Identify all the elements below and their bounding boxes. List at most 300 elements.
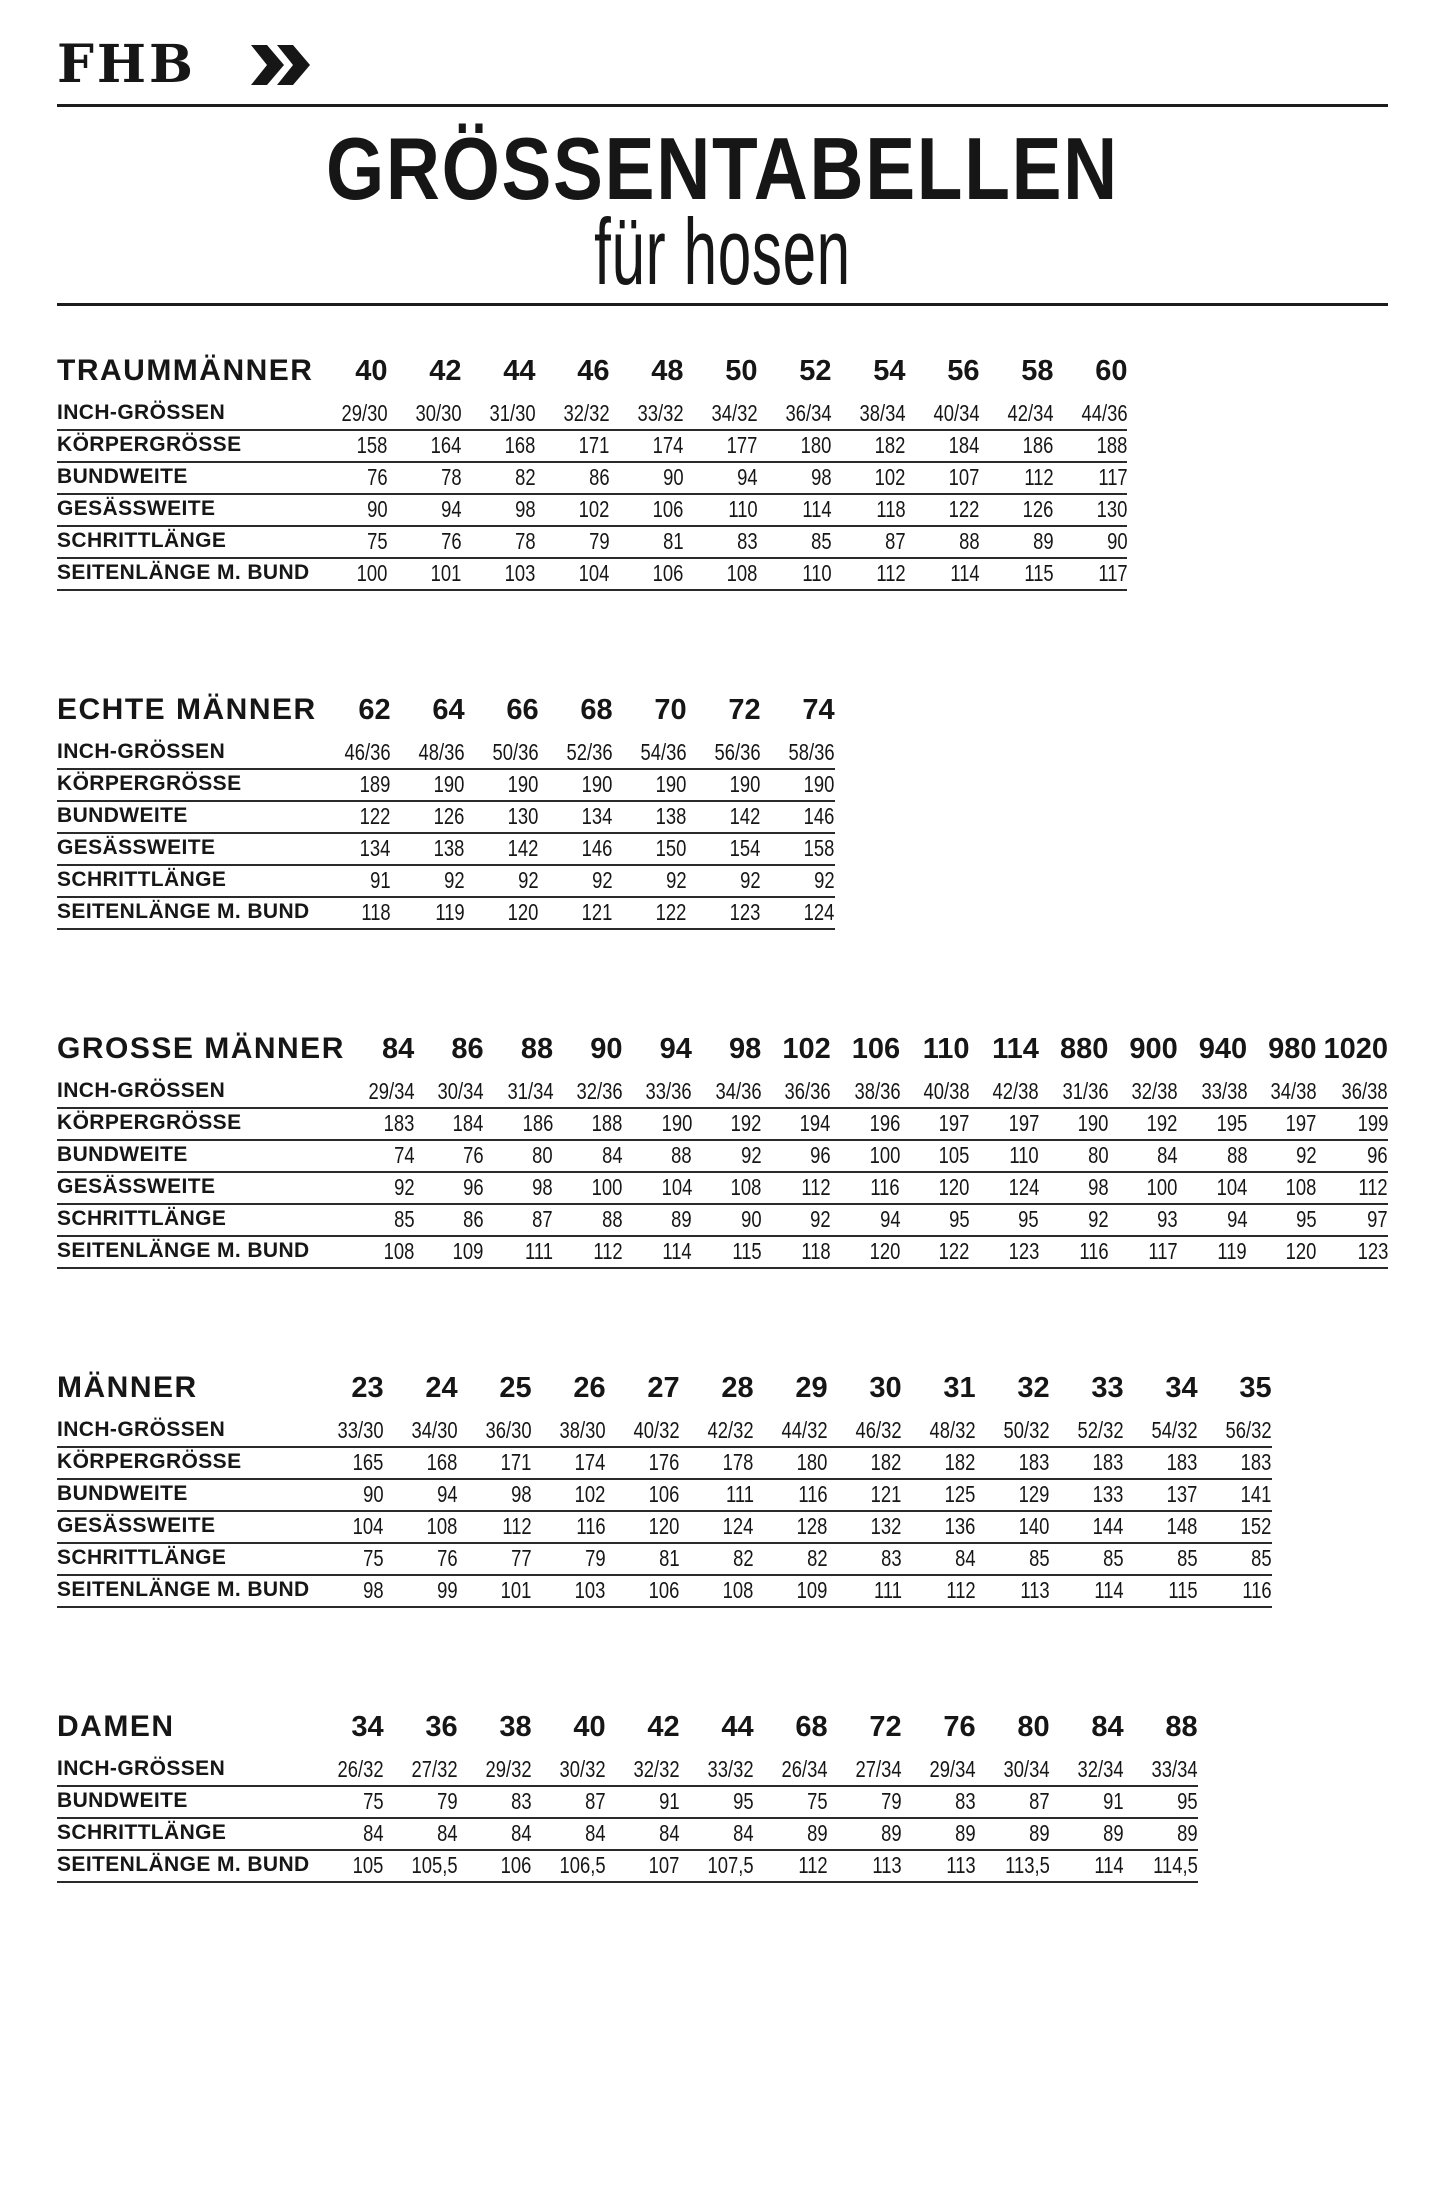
value-text: 27/34: [855, 1756, 902, 1783]
measurement-row: [57, 526, 1127, 558]
value-text: 84: [733, 1820, 754, 1847]
measurement-value: [1108, 1204, 1177, 1236]
value-text: 89: [1033, 528, 1054, 555]
value-text: 114: [662, 1238, 692, 1265]
measurement-value: [310, 1818, 384, 1850]
measurement-value: [902, 1575, 976, 1607]
value-text: 116: [1242, 1577, 1272, 1604]
value-text: 30/30: [415, 400, 462, 427]
value-text: 174: [652, 432, 684, 459]
measurement-value: [692, 1140, 761, 1172]
measurement-value: [976, 1575, 1050, 1607]
measurement-value: [1053, 558, 1127, 590]
value-text: 108: [730, 1174, 762, 1201]
value-text: 89: [955, 1820, 976, 1847]
value-text: 171: [500, 1449, 532, 1476]
value-text: 92: [592, 867, 613, 894]
measurement-value: [606, 1511, 680, 1543]
value-text: 107: [648, 1852, 680, 1879]
value-text: 189: [359, 771, 391, 798]
value-text: 89: [807, 1820, 828, 1847]
measurement-value: [979, 399, 1053, 430]
measurement-value: [1124, 1786, 1198, 1818]
size-column-header: 88: [520, 1033, 554, 1066]
measurement-label: BUNDWEITE: [57, 462, 313, 494]
measurement-value: [905, 462, 979, 494]
size-column-header: 46: [577, 355, 610, 388]
measurement-value: [1124, 1511, 1198, 1543]
value-text: 111: [725, 1481, 754, 1508]
measurement-value: [384, 1543, 458, 1575]
value-text: 98: [363, 1577, 384, 1604]
measurement-value: [831, 1077, 900, 1108]
measurement-value: [384, 1511, 458, 1543]
measurement-value: [976, 1543, 1050, 1575]
page-title-text: GRÖSSENTABELLEN: [326, 119, 1119, 218]
value-text: 112: [1358, 1174, 1388, 1201]
value-text: 95: [733, 1788, 754, 1815]
value-text: 117: [1148, 1238, 1178, 1265]
value-text: 116: [798, 1481, 828, 1508]
measurement-row: [57, 1786, 1198, 1818]
measurement-row: [57, 1543, 1272, 1575]
value-text: 74: [393, 1142, 415, 1169]
measurement-row: [57, 1447, 1272, 1479]
value-text: 182: [870, 1449, 902, 1476]
measurement-value: [484, 1108, 553, 1140]
measurement-label: GESÄSSWEITE: [57, 494, 313, 526]
value-text: 174: [574, 1449, 606, 1476]
measurement-value: [310, 1511, 384, 1543]
value-text: 126: [1022, 496, 1054, 523]
value-text: 183: [1240, 1449, 1272, 1476]
value-text: 186: [1022, 432, 1054, 459]
measurement-value: [606, 1755, 680, 1786]
value-text: 98: [515, 496, 536, 523]
measurement-label: GESÄSSWEITE: [57, 833, 317, 865]
measurement-value: [828, 1416, 902, 1447]
value-text: 115: [1024, 560, 1054, 587]
measurement-value: [979, 494, 1053, 526]
size-column-header: 60: [1095, 355, 1128, 388]
value-text: 33/34: [1151, 1756, 1198, 1783]
measurement-value: [761, 833, 835, 865]
measurement-value: [761, 1140, 830, 1172]
value-text: 106: [652, 496, 684, 523]
measurement-label: BUNDWEITE: [57, 801, 317, 833]
measurement-label: KÖRPERGRÖSSE: [57, 430, 313, 462]
size-column-header: 94: [659, 1033, 692, 1066]
measurement-value: [606, 1850, 680, 1882]
measurement-value: [683, 526, 757, 558]
measurement-value: [754, 1575, 828, 1607]
value-text: 116: [870, 1174, 901, 1201]
measurement-value: [976, 1447, 1050, 1479]
value-text: 36/34: [785, 400, 832, 427]
measurement-value: [539, 769, 613, 801]
measurement-value: [902, 1479, 976, 1511]
measurement-value: [979, 462, 1053, 494]
measurement-value: [1198, 1575, 1272, 1607]
measurement-value: [458, 1818, 532, 1850]
value-text: 78: [441, 464, 462, 491]
value-text: 104: [578, 560, 610, 587]
value-text: 44/36: [1081, 400, 1128, 427]
table-title: GROSSE MÄNNER: [57, 1032, 345, 1066]
value-text: 95: [949, 1206, 970, 1233]
measurement-value: [900, 1108, 969, 1140]
top-divider: [57, 104, 1388, 107]
value-text: 78: [515, 528, 536, 555]
value-text: 194: [800, 1110, 831, 1137]
size-column-header: 40: [573, 1711, 606, 1744]
measurement-value: [1039, 1140, 1108, 1172]
value-text: 46/36: [344, 739, 391, 766]
value-text: 146: [581, 835, 613, 862]
value-text: 100: [356, 560, 388, 587]
measurement-value: [1247, 1140, 1316, 1172]
measurement-value: [465, 897, 539, 929]
measurement-value: [613, 897, 687, 929]
value-text: 190: [581, 771, 613, 798]
size-column-header: 72: [728, 694, 761, 727]
measurement-value: [391, 833, 465, 865]
value-text: 190: [1077, 1110, 1109, 1137]
measurement-value: [754, 1543, 828, 1575]
value-text: 122: [359, 803, 391, 830]
value-text: 87: [532, 1206, 554, 1233]
fhb-logo-text: FHB: [57, 34, 196, 95]
value-text: 82: [515, 464, 536, 491]
measurement-value: [532, 1416, 606, 1447]
value-text: 84: [602, 1142, 623, 1169]
value-text: 192: [730, 1110, 762, 1137]
measurement-value: [532, 1575, 606, 1607]
measurement-value: [976, 1511, 1050, 1543]
measurement-value: [905, 430, 979, 462]
value-text: 190: [433, 771, 465, 798]
measurement-value: [1124, 1818, 1198, 1850]
value-text: 112: [876, 560, 906, 587]
value-text: 96: [463, 1174, 484, 1201]
size-table-damen: [57, 1712, 1198, 1883]
measurement-value: [1053, 399, 1127, 430]
value-text: 184: [948, 432, 980, 459]
measurement-value: [539, 897, 613, 929]
measurement-value: [680, 1447, 754, 1479]
measurement-value: [535, 462, 609, 494]
value-text: 84: [585, 1820, 606, 1847]
value-text: 122: [938, 1238, 970, 1265]
value-text: 92: [518, 867, 539, 894]
measurement-value: [606, 1447, 680, 1479]
measurement-value: [902, 1850, 976, 1882]
measurement-row: [57, 1108, 1388, 1140]
measurement-value: [1108, 1077, 1177, 1108]
value-text: 121: [870, 1481, 902, 1508]
value-text: 94: [437, 1481, 458, 1508]
value-text: 118: [361, 899, 391, 926]
measurement-value: [687, 769, 761, 801]
value-text: 105: [352, 1852, 384, 1879]
value-text: 26/34: [781, 1756, 828, 1783]
measurement-value: [902, 1755, 976, 1786]
value-text: 85: [393, 1206, 415, 1233]
value-text: 119: [435, 899, 465, 926]
measurement-value: [317, 769, 391, 801]
page-subtitle: [57, 199, 1388, 304]
measurement-value: [692, 1236, 761, 1268]
measurement-value: [465, 769, 539, 801]
value-text: 114: [802, 496, 832, 523]
measurement-value: [1050, 1416, 1124, 1447]
value-text: 104: [661, 1174, 692, 1201]
value-text: 91: [659, 1788, 680, 1815]
measurement-value: [465, 738, 539, 769]
value-text: 120: [869, 1238, 901, 1265]
value-text: 90: [1107, 528, 1128, 555]
value-text: 142: [729, 803, 761, 830]
measurement-value: [902, 1511, 976, 1543]
value-text: 177: [726, 432, 758, 459]
size-column-header: 44: [721, 1711, 754, 1744]
measurement-value: [461, 558, 535, 590]
measurement-value: [391, 738, 465, 769]
value-text: 138: [433, 835, 465, 862]
measurement-value: [680, 1755, 754, 1786]
measurement-label: SCHRITTLÄNGE: [57, 526, 313, 558]
measurement-value: [345, 1204, 414, 1236]
value-text: 29/32: [485, 1756, 532, 1783]
value-text: 168: [504, 432, 536, 459]
measurement-value: [683, 462, 757, 494]
measurement-value: [539, 865, 613, 897]
value-text: 183: [1166, 1449, 1198, 1476]
value-text: 97: [1367, 1206, 1388, 1233]
value-text: 95: [1177, 1788, 1198, 1815]
measurement-value: [606, 1786, 680, 1818]
measurement-value: [532, 1479, 606, 1511]
value-text: 106,5: [559, 1852, 606, 1879]
measurement-value: [313, 494, 387, 526]
size-column-header: 80: [1017, 1711, 1050, 1744]
measurement-value: [831, 558, 905, 590]
measurement-value: [1039, 1204, 1108, 1236]
value-text: 141: [1240, 1481, 1272, 1508]
measurement-value: [1039, 1236, 1108, 1268]
value-text: 110: [802, 560, 832, 587]
table-title: ECHTE MÄNNER: [57, 693, 317, 727]
measurement-value: [831, 1140, 900, 1172]
measurement-value: [345, 1077, 414, 1108]
value-text: 111: [525, 1238, 554, 1265]
value-text: 178: [722, 1449, 754, 1476]
measurement-label: GESÄSSWEITE: [57, 1511, 310, 1543]
measurement-value: [683, 494, 757, 526]
size-column-header: 28: [721, 1372, 754, 1405]
value-text: 85: [1029, 1545, 1050, 1572]
size-table-grosse-manner: [57, 1034, 1388, 1269]
value-text: 106: [648, 1481, 680, 1508]
value-text: 92: [393, 1174, 415, 1201]
value-text: 113,5: [1004, 1852, 1050, 1879]
measurement-value: [1050, 1575, 1124, 1607]
measurement-value: [310, 1755, 384, 1786]
value-text: 32/32: [633, 1756, 680, 1783]
value-text: 192: [1147, 1110, 1178, 1137]
measurement-value: [461, 430, 535, 462]
size-column-header: 24: [425, 1372, 458, 1405]
measurement-value: [387, 399, 461, 430]
size-column-header: 106: [851, 1033, 901, 1066]
measurement-value: [979, 526, 1053, 558]
value-text: 54/32: [1151, 1417, 1198, 1444]
measurement-row: [57, 1236, 1388, 1268]
measurement-value: [532, 1447, 606, 1479]
size-column-header: 34: [351, 1711, 384, 1744]
measurement-value: [1108, 1140, 1177, 1172]
table-header-row: [57, 695, 835, 738]
measurement-value: [900, 1140, 969, 1172]
size-chart-page: [0, 34, 1445, 1883]
size-column-header: 940: [1198, 1033, 1248, 1066]
measurement-value: [1050, 1850, 1124, 1882]
size-column-header: 68: [795, 1711, 828, 1744]
measurement-value: [384, 1416, 458, 1447]
measurement-value: [391, 769, 465, 801]
value-text: 122: [655, 899, 687, 926]
measurement-value: [757, 399, 831, 430]
measurement-value: [458, 1575, 532, 1607]
measurement-value: [1050, 1755, 1124, 1786]
measurement-value: [1317, 1077, 1388, 1108]
measurement-label: KÖRPERGRÖSSE: [57, 1447, 310, 1479]
measurement-value: [606, 1479, 680, 1511]
measurement-value: [1108, 1172, 1177, 1204]
value-text: 120: [1285, 1238, 1317, 1265]
measurement-label: SEITENLÄNGE M. BUND: [57, 1236, 345, 1268]
value-text: 140: [1018, 1513, 1050, 1540]
value-text: 84: [437, 1820, 458, 1847]
measurement-value: [683, 430, 757, 462]
value-text: 150: [655, 835, 687, 862]
table-header-row: [57, 1712, 1198, 1755]
measurement-value: [609, 430, 683, 462]
size-column-header: 25: [499, 1372, 532, 1405]
measurement-value: [1178, 1236, 1247, 1268]
value-text: 195: [1216, 1110, 1248, 1137]
value-text: 190: [655, 771, 687, 798]
value-text: 98: [532, 1174, 554, 1201]
measurement-value: [313, 526, 387, 558]
measurement-value: [622, 1140, 691, 1172]
size-column-header: 980: [1268, 1033, 1317, 1066]
measurement-value: [761, 1108, 830, 1140]
measurement-value: [828, 1755, 902, 1786]
measurement-value: [1108, 1236, 1177, 1268]
size-table-echte-manner: [57, 695, 835, 930]
measurement-value: [680, 1543, 754, 1575]
value-text: 188: [591, 1110, 623, 1137]
value-text: 112: [1024, 464, 1054, 491]
size-column-header: 32: [1017, 1372, 1050, 1405]
measurement-value: [1050, 1543, 1124, 1575]
value-text: 75: [807, 1788, 828, 1815]
measurement-value: [828, 1818, 902, 1850]
value-text: 197: [1285, 1110, 1317, 1137]
measurement-label: INCH-GRÖSSEN: [57, 1077, 345, 1108]
size-column-header: 102: [782, 1033, 831, 1066]
value-text: 158: [803, 835, 835, 862]
value-text: 123: [729, 899, 761, 926]
measurement-value: [1050, 1511, 1124, 1543]
value-text: 118: [801, 1238, 831, 1265]
size-column-header: 880: [1059, 1033, 1109, 1066]
measurement-value: [1050, 1786, 1124, 1818]
measurement-value: [553, 1204, 622, 1236]
measurement-value: [532, 1543, 606, 1575]
value-text: 26/32: [337, 1756, 384, 1783]
value-text: 48/32: [929, 1417, 976, 1444]
measurement-value: [761, 1077, 830, 1108]
size-column-header: 66: [506, 694, 539, 727]
measurement-value: [1124, 1447, 1198, 1479]
measurement-value: [905, 558, 979, 590]
size-column-header: 48: [651, 355, 684, 388]
value-text: 130: [507, 803, 539, 830]
value-text: 84: [363, 1820, 384, 1847]
measurement-value: [414, 1204, 483, 1236]
size-column-header: 70: [654, 694, 687, 727]
measurement-value: [680, 1416, 754, 1447]
measurement-value: [680, 1850, 754, 1882]
value-text: 120: [507, 899, 539, 926]
measurement-value: [384, 1850, 458, 1882]
size-column-header: 52: [799, 355, 832, 388]
value-text: 89: [881, 1820, 902, 1847]
measurement-value: [692, 1108, 761, 1140]
measurement-value: [902, 1786, 976, 1818]
measurement-value: [754, 1755, 828, 1786]
value-text: 134: [581, 803, 613, 830]
measurement-value: [606, 1543, 680, 1575]
measurement-label: SCHRITTLÄNGE: [57, 1818, 310, 1850]
value-text: 183: [1018, 1449, 1050, 1476]
value-text: 132: [870, 1513, 902, 1540]
value-text: 85: [1251, 1545, 1272, 1572]
measurement-value: [900, 1172, 969, 1204]
value-text: 183: [383, 1110, 415, 1137]
value-text: 91: [1103, 1788, 1124, 1815]
measurement-value: [831, 399, 905, 430]
measurement-value: [613, 865, 687, 897]
value-text: 113: [946, 1852, 976, 1879]
measurement-value: [831, 430, 905, 462]
measurement-value: [831, 526, 905, 558]
measurement-value: [976, 1416, 1050, 1447]
value-text: 33/38: [1201, 1078, 1248, 1105]
measurement-value: [757, 462, 831, 494]
tables-container: [57, 356, 1388, 1883]
measurement-label: INCH-GRÖSSEN: [57, 399, 313, 430]
measurement-value: [902, 1543, 976, 1575]
value-text: 52/36: [566, 739, 613, 766]
measurement-value: [613, 738, 687, 769]
measurement-value: [622, 1236, 691, 1268]
value-text: 76: [367, 464, 388, 491]
measurement-value: [535, 494, 609, 526]
value-text: 114,5: [1152, 1852, 1198, 1879]
